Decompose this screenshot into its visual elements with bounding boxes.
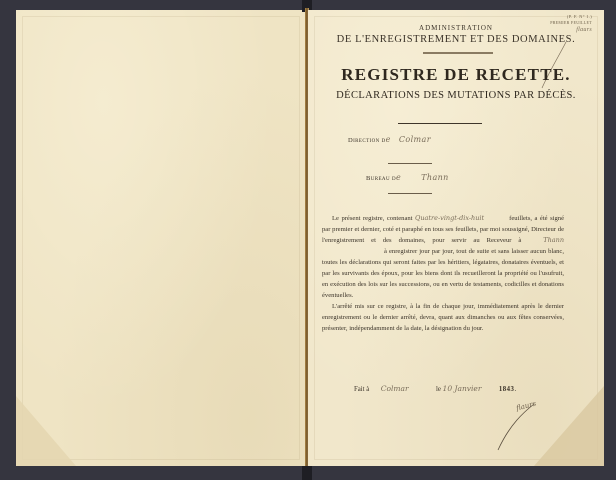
year-suffix: . (514, 386, 517, 393)
right-page (308, 10, 604, 466)
bureau-label: Bureau d (366, 175, 396, 182)
divider (388, 193, 432, 194)
bureau-field (366, 173, 449, 182)
p1-text-c: à enregistrer jour par jour, tout de suite et sans laisser aucun blanc, toutes les déclarations qui seront faites par les héritiers, légataires, donataires éventuels, et par les survivants des époux, pour les biens dont ils recueilleront la propriété ou l'usufruit, en exécution des lois sur les successions, ou en vertu de testaments, codicilles et donations éventuelles. (322, 248, 564, 299)
closing-line (354, 384, 516, 393)
corner-fold (534, 386, 604, 466)
le-label: le (435, 386, 441, 393)
signature: flaurs (515, 399, 537, 413)
fait-place-handwritten: Colmar (380, 384, 409, 393)
divider (398, 123, 482, 124)
page-frame (22, 16, 300, 460)
administration-heading: ADMINISTRATION (419, 24, 493, 32)
stamp-label: PREMIER FEUILLET (550, 20, 592, 25)
direction-prefix: e (385, 135, 391, 144)
spine-bottom (302, 466, 312, 480)
p1-place-handwritten: Thann (543, 236, 565, 244)
register-body (322, 213, 564, 334)
p1-pages-handwritten: Quatre-vingt-dix-huit (415, 214, 485, 222)
left-page (16, 10, 306, 466)
direction-field (348, 135, 431, 144)
signature-flourish-icon (488, 399, 538, 452)
bureau-prefix: e (396, 173, 402, 182)
divider (388, 163, 432, 164)
stamp-initial: flaurs (576, 27, 592, 33)
paragraph-1 (322, 213, 564, 301)
fait-label: Fait à (354, 386, 370, 393)
divider (423, 52, 493, 54)
paragraph-2: L'arrêté mis sur ce registre, à la fin de chaque jour, immédiatement après le dernier enregistrement ou le dernier arrêté, devra, quant aux dimanches ou aux fêtes conservées, présenter, indépendamment de la date, la désignation du jour. (322, 303, 564, 332)
stamp-ref: (P. F. N° 1.) (566, 14, 592, 19)
corner-fold (16, 396, 76, 466)
bureau-value: Thann (421, 173, 449, 182)
direction-value: Colmar (398, 135, 431, 144)
register-subtitle: DÉCLARATIONS DES MUTATIONS PAR DÉCÈS. (336, 90, 576, 101)
year: 1843 (498, 386, 515, 393)
date-handwritten: 10 Janvier (442, 384, 482, 393)
p1-text-b: feuillets, a été signé par premier et dernier, coté et paraphé en tous ses feuillets, par moi soussigné, Directeur de l'enregistrement et des domaines, pour servir au Receveur à (322, 215, 565, 244)
direction-label: Direction d (348, 137, 386, 144)
p1-text-a: Le présent registre, contenant (332, 215, 413, 222)
register-title: REGISTRE DE RECETTE. (341, 65, 571, 84)
department-heading: DE L'ENREGISTREMENT ET DES DOMAINES. (336, 34, 576, 45)
